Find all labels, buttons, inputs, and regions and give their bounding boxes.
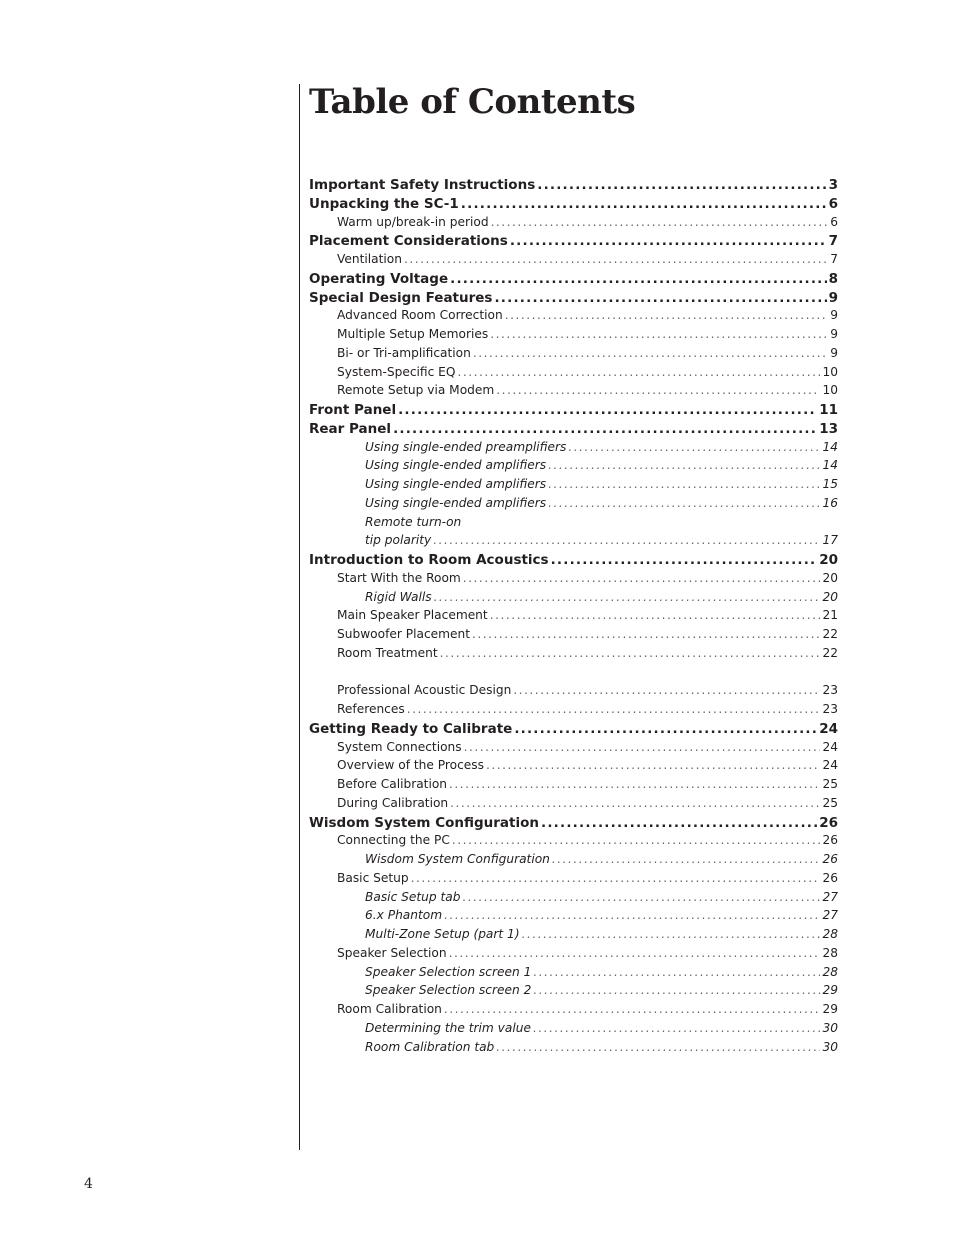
toc-entry-title: Front Panel <box>309 402 397 418</box>
toc-entry-title: Speaker Selection <box>337 945 447 960</box>
toc-entry-level3[interactable] <box>309 477 838 495</box>
toc-entry-page: 10 <box>822 383 838 398</box>
toc-entry-level2[interactable] <box>309 383 838 401</box>
toc-entry-page: 10 <box>822 364 838 379</box>
dot-leader <box>440 646 821 660</box>
toc-entry-title: Introduction to Room Acoustics <box>309 552 549 568</box>
toc-entry-level1[interactable] <box>309 196 838 214</box>
toc-entry-title: Using single-ended preamplifiers <box>365 439 567 454</box>
toc-entry-page: 29 <box>822 983 838 998</box>
dot-leader <box>404 252 828 266</box>
dot-leader <box>450 271 826 287</box>
toc-entry-title: Rigid Walls <box>365 589 432 604</box>
toc-entry-level2[interactable] <box>309 702 838 720</box>
toc-entry-page: 27 <box>822 908 838 923</box>
toc-entry-level3[interactable] <box>309 927 838 945</box>
toc-entry-page: 29 <box>822 1002 838 1016</box>
toc-entry-level3[interactable] <box>309 515 838 533</box>
dot-leader <box>548 458 820 472</box>
toc-entry-level2[interactable] <box>309 833 838 851</box>
page-title: Table of Contents <box>309 82 636 122</box>
dot-leader <box>491 215 829 229</box>
toc-entry-title: Subwoofer Placement <box>337 627 471 641</box>
toc-entry-level2[interactable] <box>309 946 838 964</box>
toc-entry-title: Determining the trim value <box>365 1020 531 1035</box>
toc-entry-title: Connecting the PC <box>337 833 450 848</box>
toc-entry-page: 3 <box>828 177 838 193</box>
toc-entry-level2[interactable] <box>309 683 838 701</box>
toc-entry-page: 26 <box>822 833 838 848</box>
toc-entry-level2[interactable] <box>309 215 838 233</box>
toc-entry-level1[interactable] <box>309 271 838 289</box>
dot-leader <box>541 815 817 831</box>
dot-leader <box>393 421 817 437</box>
dot-leader <box>514 721 817 737</box>
toc-entry-title: Multiple Setup Memories <box>337 327 489 341</box>
toc-entry-level1[interactable] <box>309 290 838 308</box>
toc-entry-level2[interactable] <box>309 740 838 758</box>
dot-leader <box>433 533 820 547</box>
toc-entry-level1[interactable] <box>309 815 838 833</box>
toc-entry-level3[interactable] <box>309 440 838 458</box>
toc-entry-title: Operating Voltage <box>309 270 449 287</box>
toc-entry-page: 25 <box>822 795 838 810</box>
toc-entry-title: tip polarity <box>365 533 432 548</box>
toc-entry-level1[interactable] <box>309 233 838 251</box>
toc-entry-page: 15 <box>822 477 838 491</box>
toc-entry-title: System-Specific EQ <box>337 364 456 379</box>
toc-entry-level1[interactable] <box>309 402 838 420</box>
dot-leader <box>434 590 821 604</box>
toc-entry-level1[interactable] <box>309 177 838 195</box>
toc-entry-title: Basic Setup <box>337 870 409 885</box>
dot-leader <box>490 327 828 341</box>
toc-entry-title: Using single-ended amplifiers <box>365 495 547 510</box>
toc-entry-title: Overview of the Process <box>337 758 484 773</box>
toc-entry-title: Getting Ready to Calibrate <box>309 720 513 737</box>
dot-leader <box>444 1002 821 1016</box>
toc-entry-title: During Calibration <box>337 795 449 810</box>
toc-entry-page: 22 <box>822 645 838 660</box>
dot-leader <box>552 852 821 866</box>
dot-leader <box>449 946 821 960</box>
dot-leader <box>450 796 820 810</box>
dot-leader <box>463 571 821 585</box>
toc-entry-level1[interactable] <box>309 552 838 570</box>
toc-entry-page: 20 <box>822 570 838 585</box>
dot-leader <box>398 402 817 418</box>
toc-entry-level3[interactable] <box>309 1021 838 1039</box>
dot-leader <box>522 927 821 941</box>
toc-entry-level2[interactable] <box>309 365 838 383</box>
toc-entry-page: 25 <box>822 777 838 791</box>
toc-entry-level2[interactable] <box>309 796 838 814</box>
toc-entry-page: 28 <box>822 964 838 979</box>
toc-entry-level1[interactable] <box>309 421 838 439</box>
dot-leader <box>449 777 820 791</box>
toc-entry-title: Warm up/break-in period <box>337 214 489 229</box>
toc-entry-title: Rear Panel <box>309 420 392 437</box>
toc-entry-level2[interactable] <box>309 758 838 776</box>
toc-entry-page: 20 <box>819 552 838 568</box>
toc-entry-title: Basic Setup tab <box>365 889 461 904</box>
dot-leader <box>551 552 818 568</box>
toc-entry-page: 23 <box>822 702 838 716</box>
toc-entry-title: Unpacking the SC-1 <box>309 195 459 212</box>
toc-entry-page: 9 <box>828 289 838 306</box>
toc-entry-page: 28 <box>822 927 838 941</box>
toc-entry-level3[interactable] <box>309 496 838 514</box>
toc-entry-page: 14 <box>822 458 838 473</box>
dot-leader <box>505 308 829 322</box>
toc-entry-level2[interactable] <box>309 608 838 626</box>
dot-leader <box>494 290 826 306</box>
toc-entry-page: 22 <box>822 627 838 641</box>
toc-entry-level1[interactable] <box>309 721 838 739</box>
toc-entry-title: Speaker Selection screen 2 <box>365 983 532 998</box>
toc-entry-title: Main Speaker Placement <box>337 608 488 623</box>
toc-entry-title: Room Treatment <box>337 645 438 660</box>
toc-entry-page: 16 <box>822 495 838 510</box>
dot-leader <box>496 383 820 397</box>
dot-leader <box>548 496 820 510</box>
dot-leader <box>472 627 820 641</box>
toc-entry-title: Ventilation <box>337 252 402 266</box>
dot-leader <box>548 477 820 491</box>
toc-entry-page: 8 <box>828 270 838 287</box>
toc-entry-page: 26 <box>819 814 838 831</box>
toc-entry-title: Before Calibration <box>337 777 448 791</box>
toc-entry-page: 30 <box>822 1039 838 1054</box>
toc-entry-title: 6.x Phantom <box>365 908 443 923</box>
toc-entry-page: 26 <box>822 870 838 885</box>
toc-entry-title: Room Calibration <box>337 1002 442 1016</box>
vertical-rule <box>299 84 300 1150</box>
toc-entry-level2[interactable] <box>309 327 838 345</box>
dot-leader <box>533 1021 821 1035</box>
toc-entry-level2[interactable] <box>309 627 838 645</box>
toc-entry-level2[interactable] <box>309 1002 838 1020</box>
toc-entry-page: 23 <box>822 683 838 698</box>
toc-entry-level3[interactable] <box>309 890 838 908</box>
toc-entry-title: Wisdom System Configuration <box>309 814 540 831</box>
toc-entry-title: System Connections <box>337 739 462 754</box>
dot-leader <box>510 233 827 249</box>
toc-entry-level3[interactable] <box>309 590 838 608</box>
toc-entry-page: 9 <box>830 308 838 323</box>
page-number: 4 <box>84 1176 93 1192</box>
dot-leader <box>461 196 827 212</box>
toc-entry-title: Advanced Room Correction <box>337 308 503 323</box>
toc-entry-title: Multi-Zone Setup (part 1) <box>365 927 520 941</box>
toc-entry-title: Important Safety Instructions <box>309 177 536 193</box>
toc-entry-page: 7 <box>830 252 838 266</box>
toc-entry-page: 14 <box>822 439 838 454</box>
toc-entry-title: Remote Setup via Modem <box>337 383 495 398</box>
toc-entry-title: Using single-ended amplifiers <box>365 458 547 473</box>
dot-leader <box>513 683 820 697</box>
toc-entry-page: 21 <box>822 608 838 623</box>
toc-entry-page: 28 <box>822 945 838 960</box>
dot-leader <box>486 758 821 772</box>
toc-entry-level2[interactable] <box>309 308 838 326</box>
toc-entry-page: 6 <box>828 195 838 212</box>
toc-entry-page: 7 <box>828 233 838 250</box>
dot-leader <box>411 871 821 885</box>
dot-leader <box>568 440 820 454</box>
dot-leader <box>457 365 820 379</box>
dot-leader <box>444 908 820 922</box>
toc-entry-title: Start With the Room <box>337 570 461 585</box>
dot-leader <box>537 177 826 193</box>
toc-entry-page: 24 <box>822 739 838 754</box>
dot-leader <box>533 965 820 979</box>
toc-entry-level3[interactable] <box>309 852 838 870</box>
toc-entry-page: 9 <box>830 327 838 341</box>
toc-entry-level3[interactable] <box>309 458 838 476</box>
toc-entry-level3[interactable] <box>309 533 838 551</box>
toc-entry-title: Room Calibration tab <box>365 1039 495 1054</box>
toc-entry-page: 20 <box>822 589 838 604</box>
toc-entry-title: Using single-ended amplifiers <box>365 477 547 491</box>
dot-leader <box>462 890 820 904</box>
toc-entry-page: 6 <box>830 214 838 229</box>
dot-leader <box>490 608 821 622</box>
toc-entry-level2[interactable] <box>309 346 838 364</box>
toc-entry-page: 17 <box>822 533 838 548</box>
dot-leader <box>473 346 828 360</box>
toc-entry-level2[interactable] <box>309 571 838 589</box>
dot-leader <box>464 740 821 754</box>
toc-entry-title: References <box>337 702 405 716</box>
toc-entry-page: 9 <box>830 345 838 360</box>
toc-entry-page: 26 <box>822 852 838 866</box>
dot-leader <box>407 702 821 716</box>
toc-entry-title: Professional Acoustic Design <box>337 683 512 698</box>
toc-entry-level3[interactable] <box>309 1040 838 1058</box>
toc-entry-title: Speaker Selection screen 1 <box>365 964 532 979</box>
dot-leader <box>452 833 821 847</box>
toc-entry-title: Wisdom System Configuration <box>365 852 550 866</box>
toc-entry-title: Special Design Features <box>309 289 493 306</box>
toc-entry-title: Bi- or Tri-amplification <box>337 345 471 360</box>
toc-entry-title: Placement Considerations <box>309 233 508 250</box>
dot-leader <box>533 983 820 997</box>
toc-entry-level2[interactable] <box>309 646 838 664</box>
toc-entry-page: 11 <box>819 402 838 418</box>
toc-entry-page: 24 <box>822 758 838 773</box>
toc-entry-level2[interactable] <box>309 777 838 795</box>
toc-entry-page: 30 <box>822 1020 838 1035</box>
toc-entry-page: 13 <box>819 420 838 437</box>
toc-entry-level2[interactable] <box>309 252 838 270</box>
toc-entry-level3[interactable] <box>309 983 838 1001</box>
toc-entry-page: 24 <box>819 720 838 737</box>
toc-entry-page: 27 <box>822 889 838 904</box>
toc-entry-level3[interactable] <box>309 908 838 926</box>
toc-entry-title: Remote turn-on <box>365 514 462 529</box>
dot-leader <box>496 1040 820 1054</box>
toc-entry-level3[interactable] <box>309 965 838 983</box>
toc-entry-level2[interactable] <box>309 871 838 889</box>
